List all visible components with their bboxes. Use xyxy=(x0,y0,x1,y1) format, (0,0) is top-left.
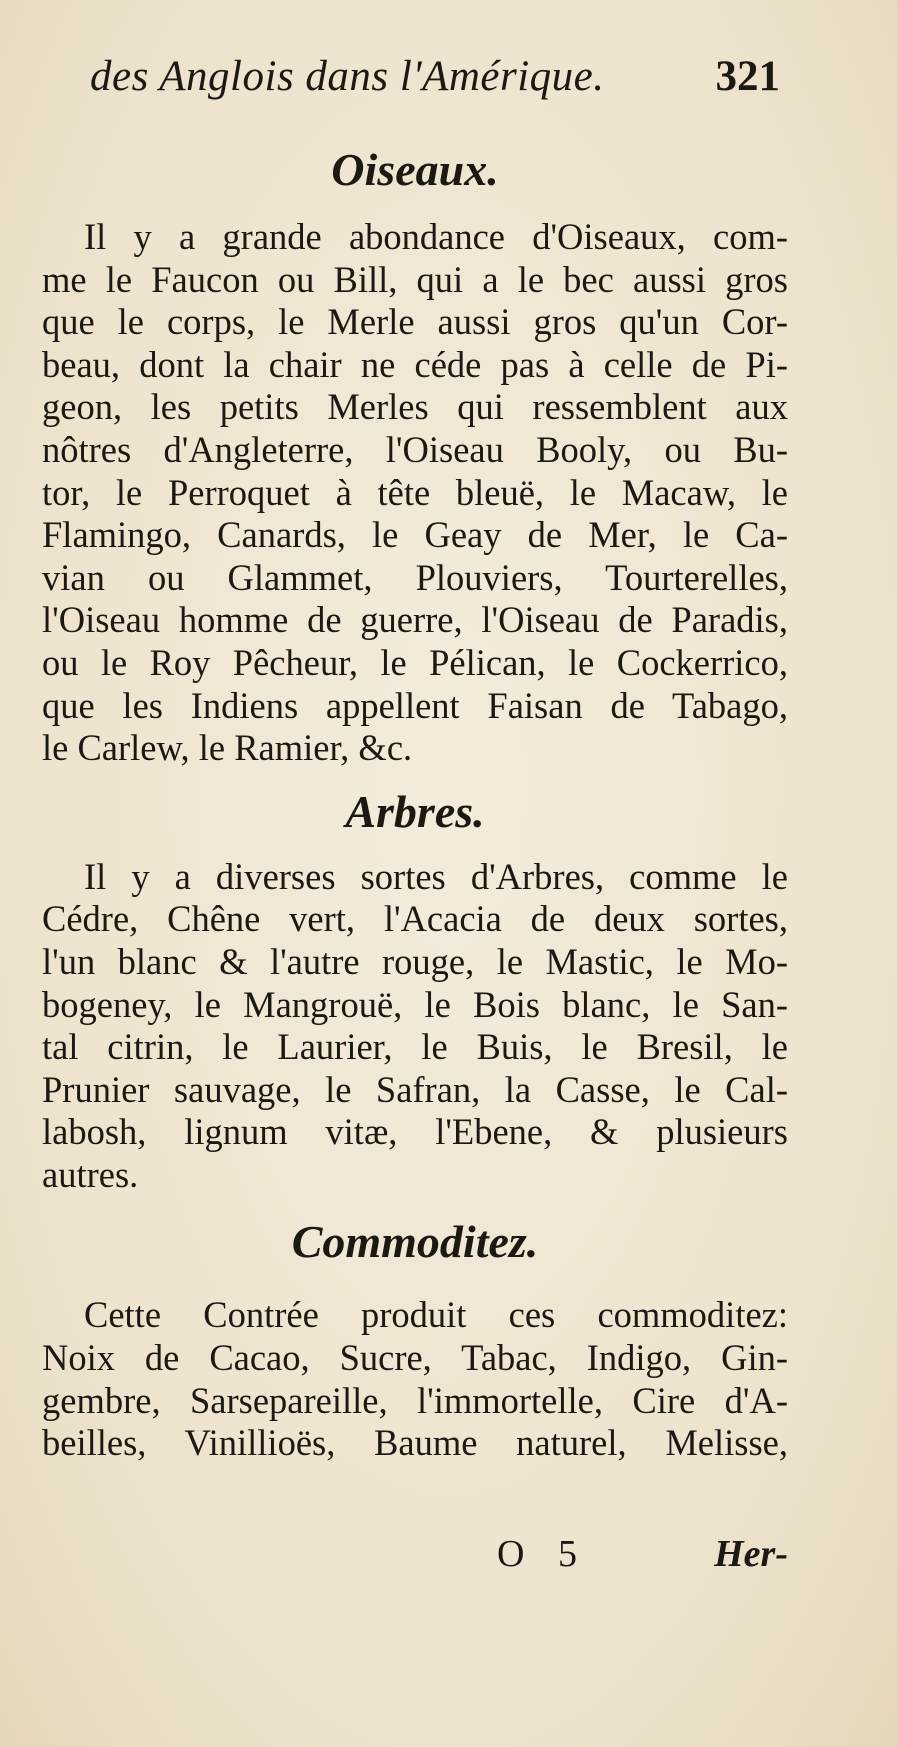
text-line: beilles, Vinillioës, Baume naturel, Melisse, xyxy=(42,1422,788,1464)
text-line: Noix de Cacao, Sucre, Tabac, Indigo, Gin- xyxy=(42,1337,788,1379)
section-title-oiseaux: Oiseaux. xyxy=(331,144,499,195)
text-line: tor, le Perroquet à tête bleuë, le Macaw, le xyxy=(42,471,788,513)
page-number: 321 xyxy=(715,53,780,100)
text-line: bogeney, le Mangrouë, le Bois blanc, le San- xyxy=(42,983,788,1025)
text-line: Cette Contrée produit ces commoditez: xyxy=(84,1294,788,1336)
text-line: ou le Roy Pêcheur, le Pélican, le Cockerrico, xyxy=(42,641,788,683)
text-line: que les Indiens appellent Faisan de Tabago, xyxy=(42,684,788,726)
page-footer xyxy=(42,1532,788,1582)
text-line: le Carlew, le Ramier, &c. xyxy=(42,727,413,769)
text-line: nôtres d'Angleterre, l'Oiseau Booly, ou Bu- xyxy=(42,428,788,470)
text-line: que le corps, le Merle aussi gros qu'un Cor- xyxy=(42,301,788,343)
paragraph-oiseaux xyxy=(42,216,788,770)
text-line: me le Faucon ou Bill, qui a le bec aussi gros xyxy=(42,258,788,300)
signature-mark: O 5 xyxy=(497,1533,589,1575)
text-line: beau, dont la chair ne céde pas à celle de Pi- xyxy=(42,343,788,385)
text-line: Prunier sauvage, le Safran, la Casse, le Cal- xyxy=(42,1068,788,1110)
text-line: l'un blanc & l'autre rouge, le Mastic, le Mo- xyxy=(42,940,788,982)
section-title-commodites: Commoditez. xyxy=(291,1216,539,1268)
text-line: labosh, lignum vitæ, l'Ebene, & plusieurs xyxy=(42,1111,788,1153)
text-line: tal citrin, le Laurier, le Buis, le Bresil, le xyxy=(42,1026,788,1068)
text-line: autres. xyxy=(42,1153,139,1195)
paragraph-commodites xyxy=(42,1294,788,1464)
text-line: Il y a diverses sortes d'Arbres, comme le xyxy=(84,855,788,897)
text-line: geon, les petits Merles qui ressemblent aux xyxy=(42,386,788,428)
text-line: Cédre, Chêne vert, l'Acacia de deux sortes, xyxy=(42,898,788,940)
catchword: Her- xyxy=(714,1533,788,1575)
text-line: vian ou Glammet, Plouviers, Tourterelles, xyxy=(42,556,788,598)
paragraph-arbres xyxy=(42,856,788,1197)
text-line: Il y a grande abondance d'Oiseaux, com- xyxy=(84,216,788,257)
text-line: l'Oiseau homme de guerre, l'Oiseau de Paradis, xyxy=(42,599,788,641)
page-body xyxy=(42,140,788,1465)
text-line: gembre, Sarsepareille, l'immortelle, Cire d'A- xyxy=(42,1379,788,1421)
text-line: Flamingo, Canards, le Geay de Mer, le Ca- xyxy=(42,514,788,556)
page-header xyxy=(90,52,780,112)
section-title-arbres: Arbres. xyxy=(345,785,485,837)
running-head: des Anglois dans l'Amérique. xyxy=(90,53,605,100)
